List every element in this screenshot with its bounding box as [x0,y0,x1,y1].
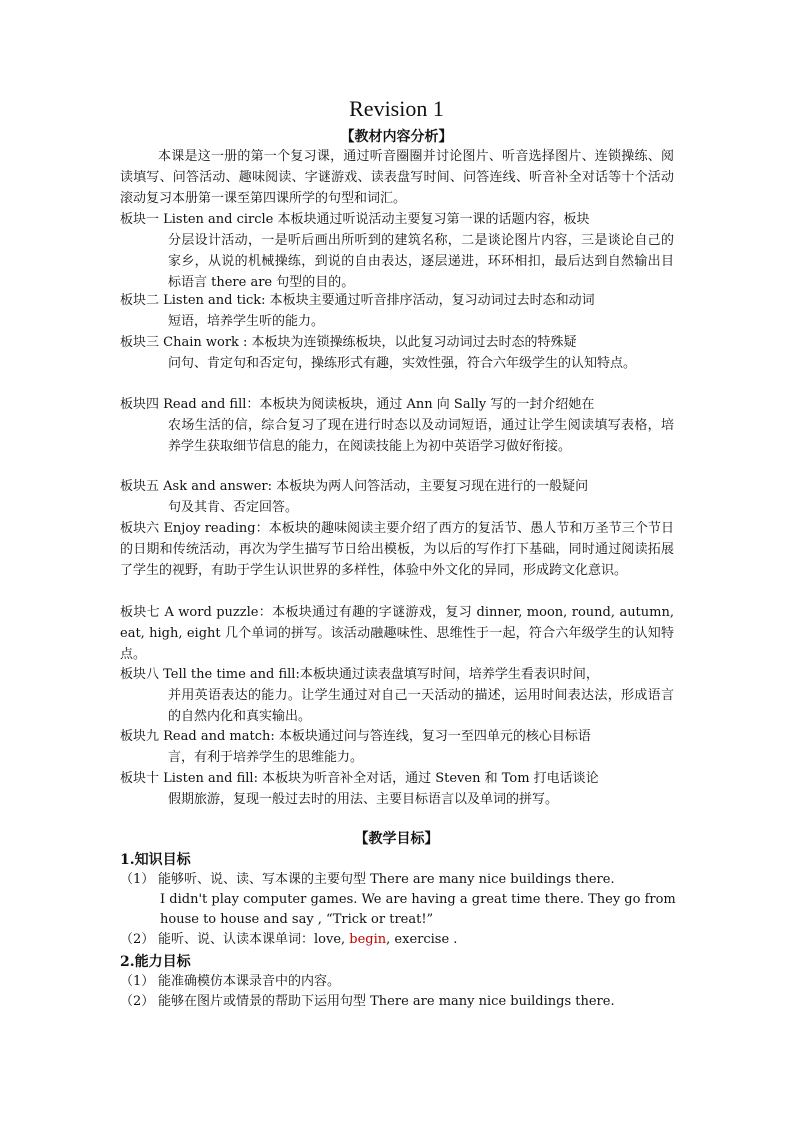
item-number: （1） [120,872,155,887]
item-text: 能听、说、认读本课单词：love, [158,932,350,947]
knowledge-goal-2 [120,930,680,950]
block-5-rest: 句及其肯、否定回答。 [168,500,299,515]
block-3 [120,332,674,374]
block-4-line1: 板块四 Read and fill：本板块为阅读板块，通过 Ann 向 Sally 写的一封介绍她在 [120,397,595,412]
block-2-line1: 板块二 Listen and tick: 本板块主要通过听音排序活动，复习动词过去时态和动词 [120,293,595,308]
block-8-line1: 板块八 Tell the time and fill:本板块通过读表盘填写时间，培养学生看表识时间， [120,667,599,682]
ability-goal-2 [120,992,680,1012]
block-2-rest: 短语，培养学生听的能力。 [168,314,325,329]
item-text-tail: , exercise . [386,932,458,947]
block-9-rest: 言，有利于培养学生的思维能力。 [168,750,364,765]
ability-goal-1 [120,972,680,992]
intro-paragraph: 本课是这一册的第一个复习课，通过听音圈圈并讨论图片、听音选择图片、连锁操练、阅读填写、问答活动、趣味阅读、字谜游戏、读表盘写时间、问答连线、听音补全对话等十个活动滚动复习本册第一课至第四课所学的句型和词汇。 [120,149,674,206]
block-7: 板块七 A word puzzle：本板块通过有趣的字谜游戏，复习 dinner, moon, round, autumn, eat, high, eight 几个单词的拼写。该活动融趣味性、思维性于一起，符合六年级学生的认知特点。 [120,605,674,662]
block-2 [120,290,674,332]
block-3-rest: 问句、肯定句和否定句，操练形式有趣，实效性强，符合六年级学生的认知特点。 [168,356,637,371]
knowledge-goal-1 [120,870,680,890]
item-text: 能准确模仿本课录音中的内容。 [158,974,341,989]
block-4 [120,394,674,457]
block-1 [120,209,674,293]
knowledge-goals-heading: 1.知识目标 [120,852,191,868]
item-text: 能够在图片或情景的帮助下运用句型 There are many nice buildings there. [158,994,615,1009]
block-5 [120,476,674,518]
block-1-line1: 板块一 Listen and circle 本板块通过听说活动主要复习第一课的话题内容，板块 [120,212,590,227]
item-number: （1） [120,974,155,989]
item-text: 能够听、说、读、写本课的主要句型 There are many nice buildings there. [158,872,615,887]
block-1-rest: 分层设计活动，一是听后画出所听到的建筑名称，二是谈论图片内容，三是谈论自己的家乡，从说的机械操练，到说的自由表达，逐层递进，环环相扣，最后达到自然输出目标语言 there are 句型的目的。 [168,233,674,290]
block-8-rest: 并用英语表达的能力。让学生通过对自己一天活动的描述，运用时间表达法，形成语言的自然内化和真实输出。 [168,688,674,724]
block-3-line1: 板块三 Chain work : 本板块为连锁操练板块，以此复习动词过去时态的特殊疑 [120,335,577,350]
block-9-line1: 板块九 Read and match: 本板块通过问与答连线，复习一至四单元的核心目标语 [120,729,591,744]
knowledge-goal-1-cont: I didn't play computer games. We are having a great time there. They go from house to house and say , “Trick or treat!” [160,892,676,927]
page-title: Revision 1 [349,96,444,121]
block-10-rest: 假期旅游，复现一般过去时的用法、主要目标语言以及单词的拼写。 [168,792,559,807]
block-10-line1: 板块十 Listen and fill: 本板块为听音补全对话，通过 Steven 和 Tom 打电话谈论 [120,771,599,786]
analysis-heading: 【教材内容分析】 [340,129,453,145]
ability-goals-heading: 2.能力目标 [120,954,191,970]
item-number: （2） [120,994,155,1009]
block-6: 板块六 Enjoy reading：本板块的趣味阅读主要介绍了西方的复活节、愚人节和万圣节三个节日的日期和传统活动，再次为学生描写节日给出模板，为以后的写作打下基础，同时通过阅读拓展了学生的视野，有助于学生认识世界的多样性，体验中外文化的异同，形成跨文化意识。 [120,521,674,578]
block-10 [120,768,674,810]
goals-heading: 【教学目标】 [354,831,439,847]
block-4-rest: 农场生活的信，综合复习了现在进行时态以及动词短语，通过让学生阅读填写表格，培养学生获取细节信息的能力，在阅读技能上为初中英语学习做好衔接。 [168,418,674,454]
block-9 [120,726,674,768]
block-8 [120,664,674,727]
block-5-line1: 板块五 Ask and answer: 本板块为两人问答活动，主要复习现在进行的一般疑问 [120,479,589,494]
highlighted-word: begin [349,932,387,947]
item-number: （2） [120,932,155,947]
